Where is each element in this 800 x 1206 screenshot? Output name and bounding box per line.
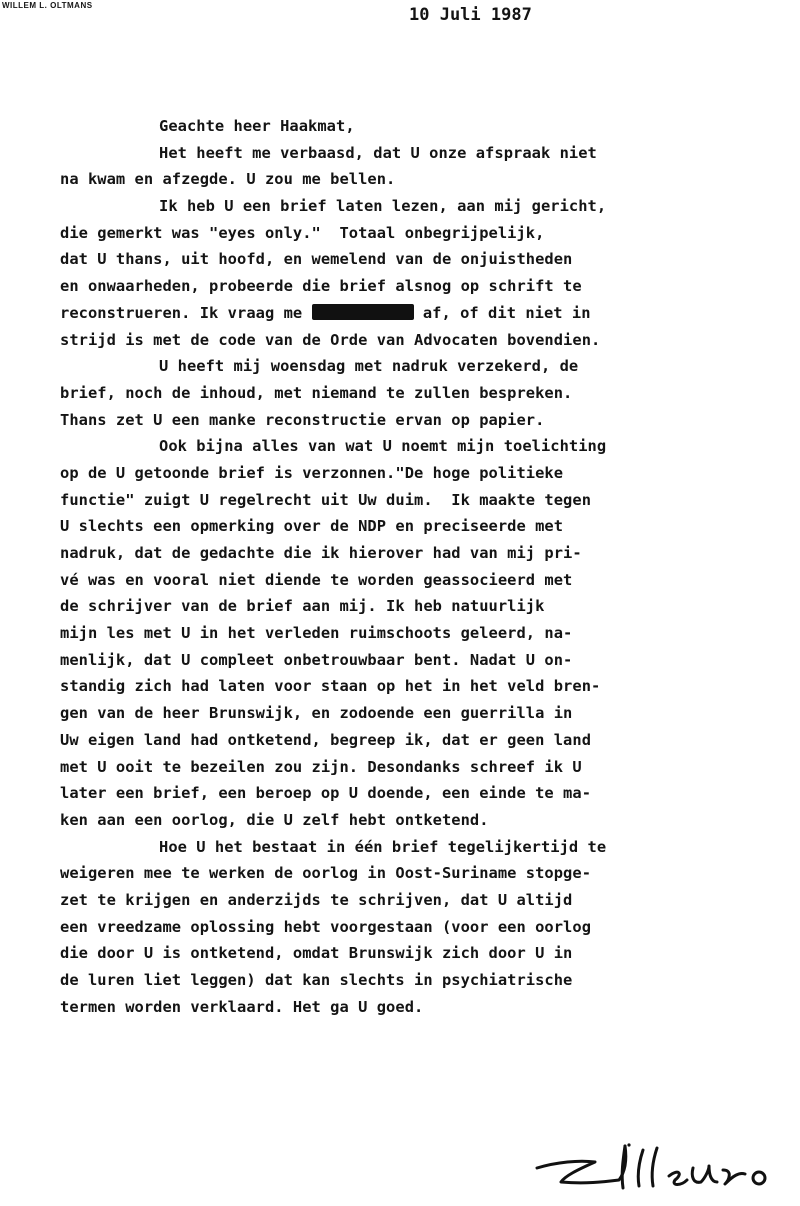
body-line: Ik heb U een brief laten lezen, aan mij gericht,: [159, 197, 607, 216]
body-line: functie" zuigt U regelrecht uit Uw duim. Ik maakte tegen: [60, 490, 592, 509]
body-line: termen worden verklaard. Het ga U goed.: [60, 997, 424, 1016]
body-line: gen van de heer Brunswijk, en zodoende een guerrilla in: [60, 704, 573, 723]
body-line: die gemerkt was "eyes only." Totaal onbegrijpelijk,: [60, 223, 545, 242]
body-line: weigeren mee te werken de oorlog in Oost-Suriname stopge-: [60, 864, 592, 883]
body-line: en onwaarheden, probeerde die brief alsnog op schrift te: [60, 277, 582, 296]
handwritten-signature: [533, 1140, 800, 1200]
body-line: nadruk, dat de gedachte die ik hierover had van mij pri-: [60, 544, 582, 562]
body-line-redacted: [60, 300, 800, 327]
body-line: strijd is met de code van de Orde van Advocaten bovendien.: [60, 330, 601, 349]
letter-date: 10 Juli 1987: [409, 5, 532, 25]
body-line: vé was en vooral niet diende te worden geassocieerd met: [60, 570, 573, 589]
redaction-bar: [312, 304, 414, 320]
body-line: dat U thans, uit hoofd, en wemelend van de onjuistheden: [60, 250, 573, 269]
body-line: Hoe U het bestaat in één brief tegelijkertijd te: [159, 837, 607, 856]
body-line: de luren liet leggen) dat kan slechts in psychiatrische: [60, 971, 573, 989]
body-line: later een brief, een beroep op U doende, een einde te ma-: [60, 784, 592, 803]
body-line: U heeft mij woensdag met nadruk verzekerd, de: [159, 357, 579, 376]
body-line: die door U is ontketend, omdat Brunswijk zich door U in: [60, 944, 573, 963]
body-line: U slechts een opmerking over de NDP en preciseerde met: [60, 517, 564, 536]
letterhead: WILLEM L. OLTMANS: [2, 1, 93, 10]
body-line-start: reconstrueren. Ik vraag me: [60, 303, 312, 322]
body-line: Uw eigen land had ontketend, begreep ik, dat er geen land: [60, 730, 592, 749]
body-line: brief, noch de inhoud, met niemand te zullen bespreken.: [60, 383, 573, 402]
body-line: ken aan een oorlog, die U zelf hebt ontketend.: [60, 810, 489, 829]
body-line: menlijk, dat U compleet onbetrouwbaar bent. Nadat U on-: [60, 650, 573, 669]
salutation: Geachte heer Haakmat,: [159, 117, 355, 135]
body-line: na kwam en afzegde. U zou me bellen.: [60, 170, 396, 189]
letter-body: [60, 113, 800, 1020]
body-line: Het heeft me verbaasd, dat U onze afspraak niet: [159, 143, 597, 162]
body-line: Ook bijna alles van wat U noemt mijn toelichting: [159, 437, 607, 456]
body-line: met U ooit te bezeilen zou zijn. Desondanks schreef ik U: [60, 757, 582, 776]
body-line: mijn les met U in het verleden ruimschoots geleerd, na-: [60, 624, 573, 643]
body-line: de schrijver van de brief aan mij. Ik heb natuurlijk: [60, 597, 545, 616]
body-line: zet te krijgen en anderzijds te schrijven, dat U altijd: [60, 890, 573, 909]
body-line: Thans zet U een manke reconstructie ervan op papier.: [60, 410, 545, 429]
body-line: op de U getoonde brief is verzonnen."De hoge politieke: [60, 463, 564, 482]
body-line-end: af, of dit niet in: [413, 303, 591, 322]
body-line: een vreedzame oplossing hebt voorgestaan (voor een oorlog: [60, 917, 592, 936]
body-line: standig zich had laten voor staan op het in het veld bren-: [60, 677, 601, 696]
